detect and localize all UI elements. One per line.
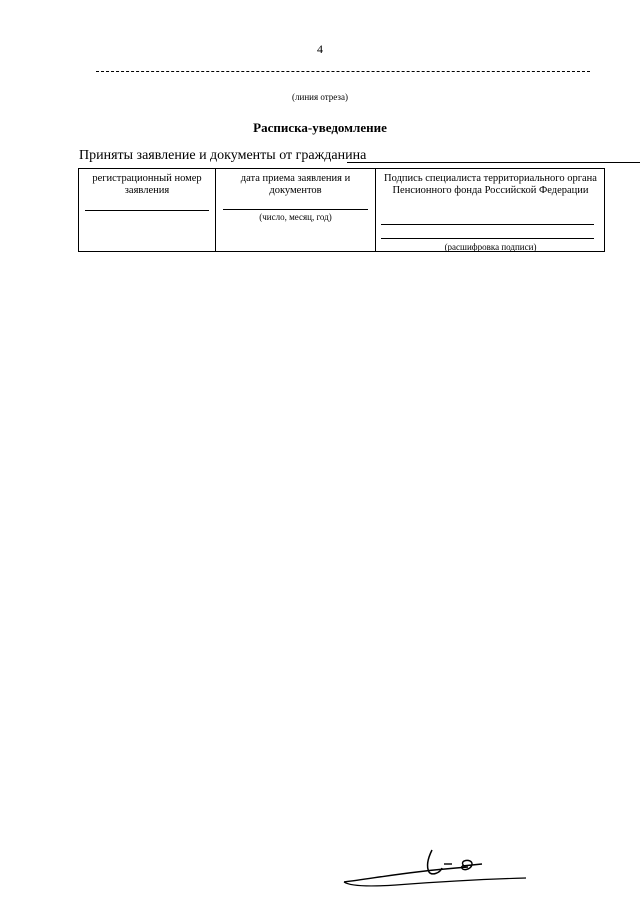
receipt-date-line [223,209,368,210]
applicant-row [79,148,599,166]
receipt-table [78,168,605,252]
applicant-name-line [347,162,640,163]
receipt-date-caption: (число, месяц, год) [259,212,332,222]
cut-line [96,71,590,72]
specialist-signature-header: Подпись специалиста территориального органа Пенсионного фонда Российской Федерации [384,173,597,196]
applicant-label: Приняты заявление и документы от гражданина [79,148,367,163]
signature-decoding-caption: (расшифровка подписи) [444,242,537,252]
signature-line [381,224,594,225]
handwritten-signature [336,842,532,892]
specialist-signature-cell [376,169,605,251]
registration-number-header: регистрационный номер заявления [92,173,202,196]
receipt-date-header: дата приема заявления и документов [240,173,351,196]
registration-number-line [85,210,209,211]
receipt-date-cell [216,169,376,251]
signature-decoding-line [381,238,594,239]
page-number: 4 [317,42,323,56]
page-title: Расписка-уведомление [253,120,387,135]
cut-line-label: (линия отреза) [292,92,348,102]
registration-number-cell [79,169,216,251]
